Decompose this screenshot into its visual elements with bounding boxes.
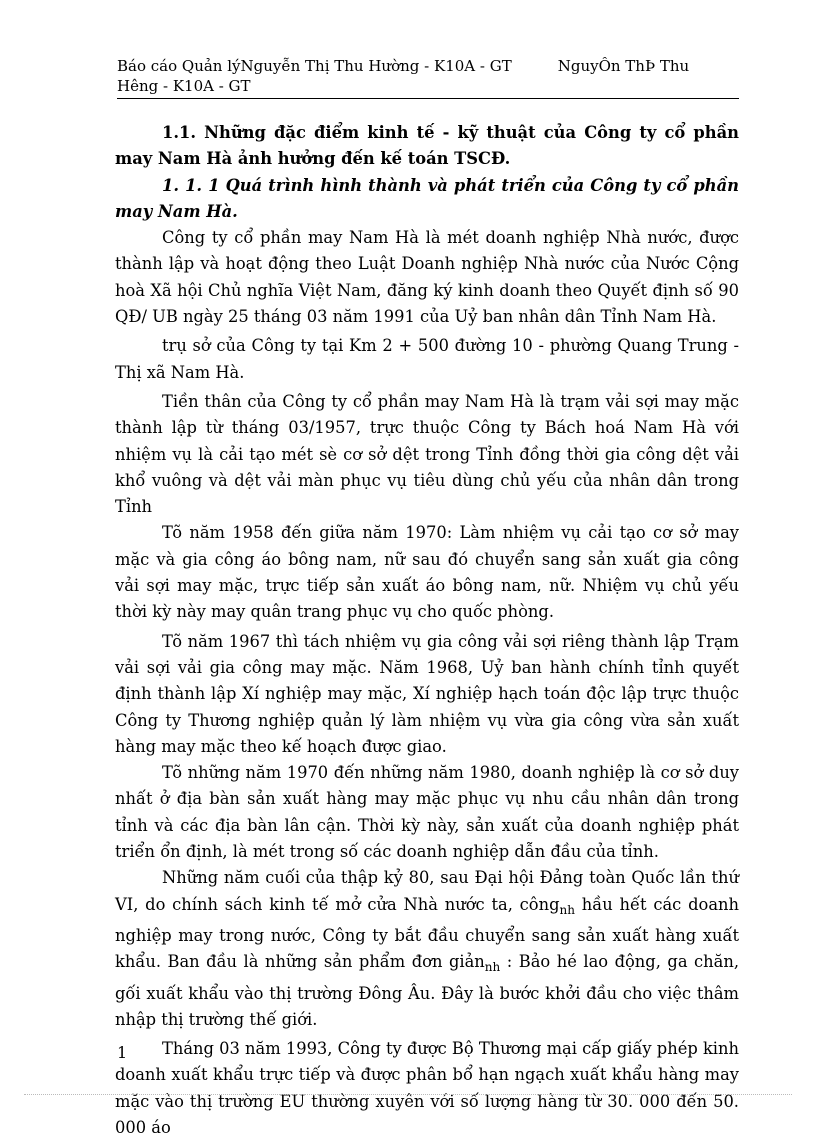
header-author: NguyÔn ThÞ Thu	[557, 57, 690, 75]
paragraph-text: Những năm cuối của thập kỷ 80, sau Đại hội Đảng toàn Quốc lần thứ VI, do chính sách kinh tế mở cửa Nhà nước ta, công	[115, 868, 739, 914]
running-header	[117, 56, 739, 99]
paragraph: Tiền thân của Công ty cổ phần may Nam Hà là trạm vải sợi may mặc thành lập từ tháng 03/1957, trực thuộc Công ty Bách hoá Nam Hà với nhiệm vụ là cải tạo mét sè cơ sở dệt trong Tỉnh đồng thời gia công dệt vải khổ vuông và dệt vải màn phục vụ tiêu dùng chủ yếu của nhân dân trong Tỉnh	[115, 391, 739, 517]
paragraph: Tõ những năm 1970 đến những năm 1980, doanh nghiệp là cơ sở duy nhất ở địa bàn sản xuất hàng may mặc phục vụ nhu cầu nhân dân trong tỉnh và các địa bàn lân cận. Thời kỳ này, sản xuất của doanh nghiệp phát triển ổn định, là mét trong số các doanh nghiệp dẫn đầu của tỉnh.	[115, 763, 739, 862]
paragraph: Tháng 03 năm 1993, Công ty được Bộ Thương mại cấp giấy phép kinh doanh xuất khẩu trực tiếp và được phân bổ hạn ngạch xuất khẩu hàng may mặc vào thị trường EU thường xuyên với số lượng hàng từ 30. 000 đến 50. 000 áo	[115, 1039, 739, 1137]
page-bottom-rule	[24, 1094, 792, 1095]
paragraph-text: hầu hết các doanh nghiệp may trong nước, Công ty bắt đầu chuyển sang sản xuất hàng xuất khẩu. Ban đầu là những sản phẩm đơn giản	[115, 894, 739, 972]
header-author-continued: Hêng - K10A - GT	[117, 77, 251, 95]
subscript-fragment: nh	[484, 960, 501, 975]
subscript-fragment: nh	[559, 902, 575, 917]
subsection-heading: 1. 1. 1 Quá trình hình thành và phát triển của Công ty cổ phần may Nam Hà.	[115, 175, 739, 221]
page-number: 1	[117, 1043, 128, 1062]
header-title: Báo cáo Quản lýNguyễn Thị Thu Hường - K10A - GT	[117, 57, 512, 75]
paragraph: Tõ năm 1958 đến giữa năm 1970: Làm nhiệm vụ cải tạo cơ sở may mặc và gia công áo bông nam, nữ sau đó chuyển sang sản xuất gia công vải sợi may mặc, trực tiếp sản xuất áo bông nam, nữ. Nhiệm vụ chủ yếu thời kỳ này may quân trang phục vụ cho quốc phòng.	[115, 523, 739, 622]
document-body	[115, 120, 739, 1141]
paragraph: Tõ năm 1967 thì tách nhiệm vụ gia công vải sợi riêng thành lập Trạm vải sợi vải gia công may mặc. Năm 1968, Uỷ ban hành chính tỉnh quyết định thành lập Xí nghiệp may mặc, Xí nghiệp hạch toán độc lập trực thuộc Công ty Thương nghiệp quản lý làm nhiệm vụ vừa gia công vừa sản xuất hàng may mặc theo kế hoạch được giao.	[115, 631, 739, 756]
paragraph: trụ sở của Công ty tại Km 2 + 500 đường 10 - phường Quang Trung - Thị xã Nam Hà.	[115, 336, 739, 382]
paragraph-text: : Bảo hé lao động, ga chăn, gối xuất khẩu vào thị trường Đông Âu. Đây là bước khởi đầu cho việc thâm nhập thị trường thế giới.	[115, 952, 740, 1029]
paragraph	[115, 865, 739, 1033]
section-heading: 1.1. Những đặc điểm kinh tế - kỹ thuật của Công ty cổ phần may Nam Hà ảnh hưởng đến kế toán TSCĐ.	[115, 123, 739, 169]
paragraph: Công ty cổ phần may Nam Hà là mét doanh nghiệp Nhà nước, được thành lập và hoạt động theo Luật Doanh nghiệp Nhà nước của Nước Cộng hoà Xã hội Chủ nghĩa Việt Nam, đăng ký kinh doanh theo Quyết định số 90 QĐ/ UB ngày 25 tháng 03 năm 1991 của Uỷ ban nhân dân Tỉnh Nam Hà.	[115, 228, 739, 327]
